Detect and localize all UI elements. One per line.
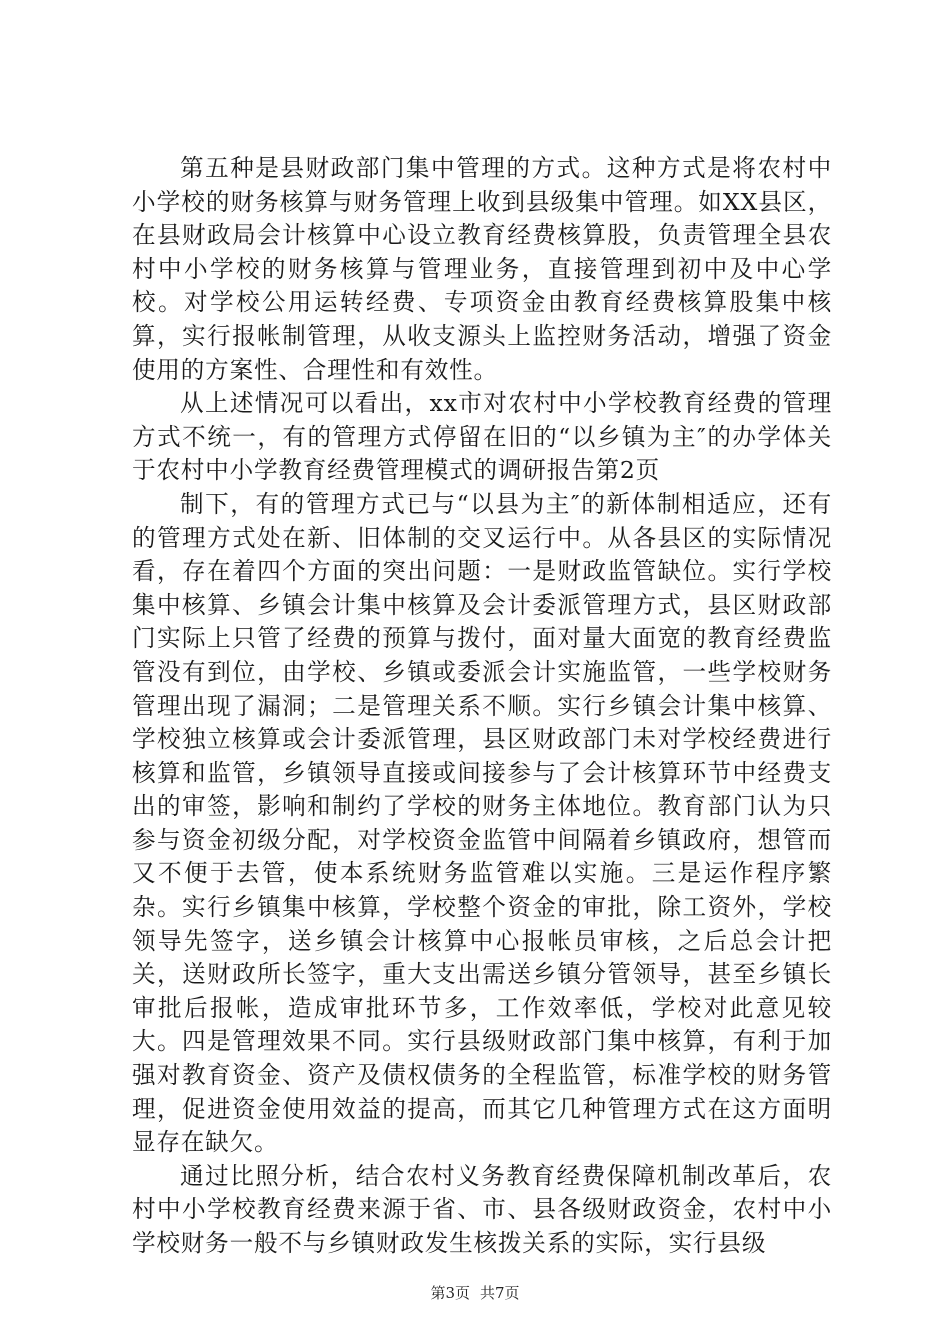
paragraph-analysis: 通过比照分析，结合农村义务教育经费保障机制改革后，农村中小学校教育经费来源于省、市、县各级财政资金，农村中小学校财务一般不与乡镇财政发生核拨关系的实际，实行县级 <box>132 1161 832 1257</box>
document-body <box>132 152 832 1261</box>
paragraph-summary: 从上述情况可以看出，xx市对农村中小学校教育经费的管理方式不统一，有的管理方式停留在旧的“以乡镇为主″的办学体关于农村中小学教育经费管理模式的调研报告第2页 <box>132 389 832 485</box>
page-number: 第3页 <box>430 1284 470 1302</box>
paragraph-problems: 制下，有的管理方式已与“以县为主″的新体制相适应，还有的管理方式处在新、旧体制的交叉运行中。从各县区的实际情况看，存在着四个方面的突出问题：一是财政监管缺位。实行学校集中核算、乡镇会计集中核算及会计委派管理方式，县区财政部门实际上只管了经费的预算与拨付，面对量大面宽的教育经费监管没有到位，由学校、乡镇或委派会计实施监管，一些学校财务管理出现了漏洞；二是管理关系不顺。实行乡镇会计集中核算、学校独立核算或会计委派管理，县区财政部门未对学校经费进行核算和监管，乡镇领导直接或间接参与了会计核算环节中经费支出的审签，影响和制约了学校的财务主体地位。教育部门认为只参与资金初级分配，对学校资金监管中间隔着乡镇政府，想管而又不便于去管，使本系统财务监管难以实施。三是运作程序繁杂。实行乡镇集中核算，学校整个资金的审批，除工资外，学校领导先签字，送乡镇会计核算中心报帐员审核，之后总会计把关，送财政所长签字，重大支出需送乡镇分管领导，甚至乡镇长审批后报帐，造成审批环节多，工作效率低，学校对此意见较大。四是管理效果不同。实行县级财政部门集中核算，有利于加强对教育资金、资产及债权债务的全程监管，标准学校的财务管理，促进资金使用效益的提高，而其它几种管理方式在这方面明显存在缺欠。 <box>132 489 832 1157</box>
page-footer <box>0 1283 950 1303</box>
paragraph-fifth-method: 第五种是县财政部门集中管理的方式。这种方式是将农村中小学校的财务核算与财务管理上收到县级集中管理。如XX县区，在县财政局会计核算中心设立教育经费核算股，负责管理全县农村中小学校的财务核算与管理业务，直接管理到初中及中心学校。对学校公用运转经费、专项资金由教育经费核算股集中核算，实行报帐制管理，从收支源头上监控财务活动，增强了资金使用的方案性、合理性和有效性。 <box>132 154 832 384</box>
page-total: 共7页 <box>480 1284 520 1302</box>
